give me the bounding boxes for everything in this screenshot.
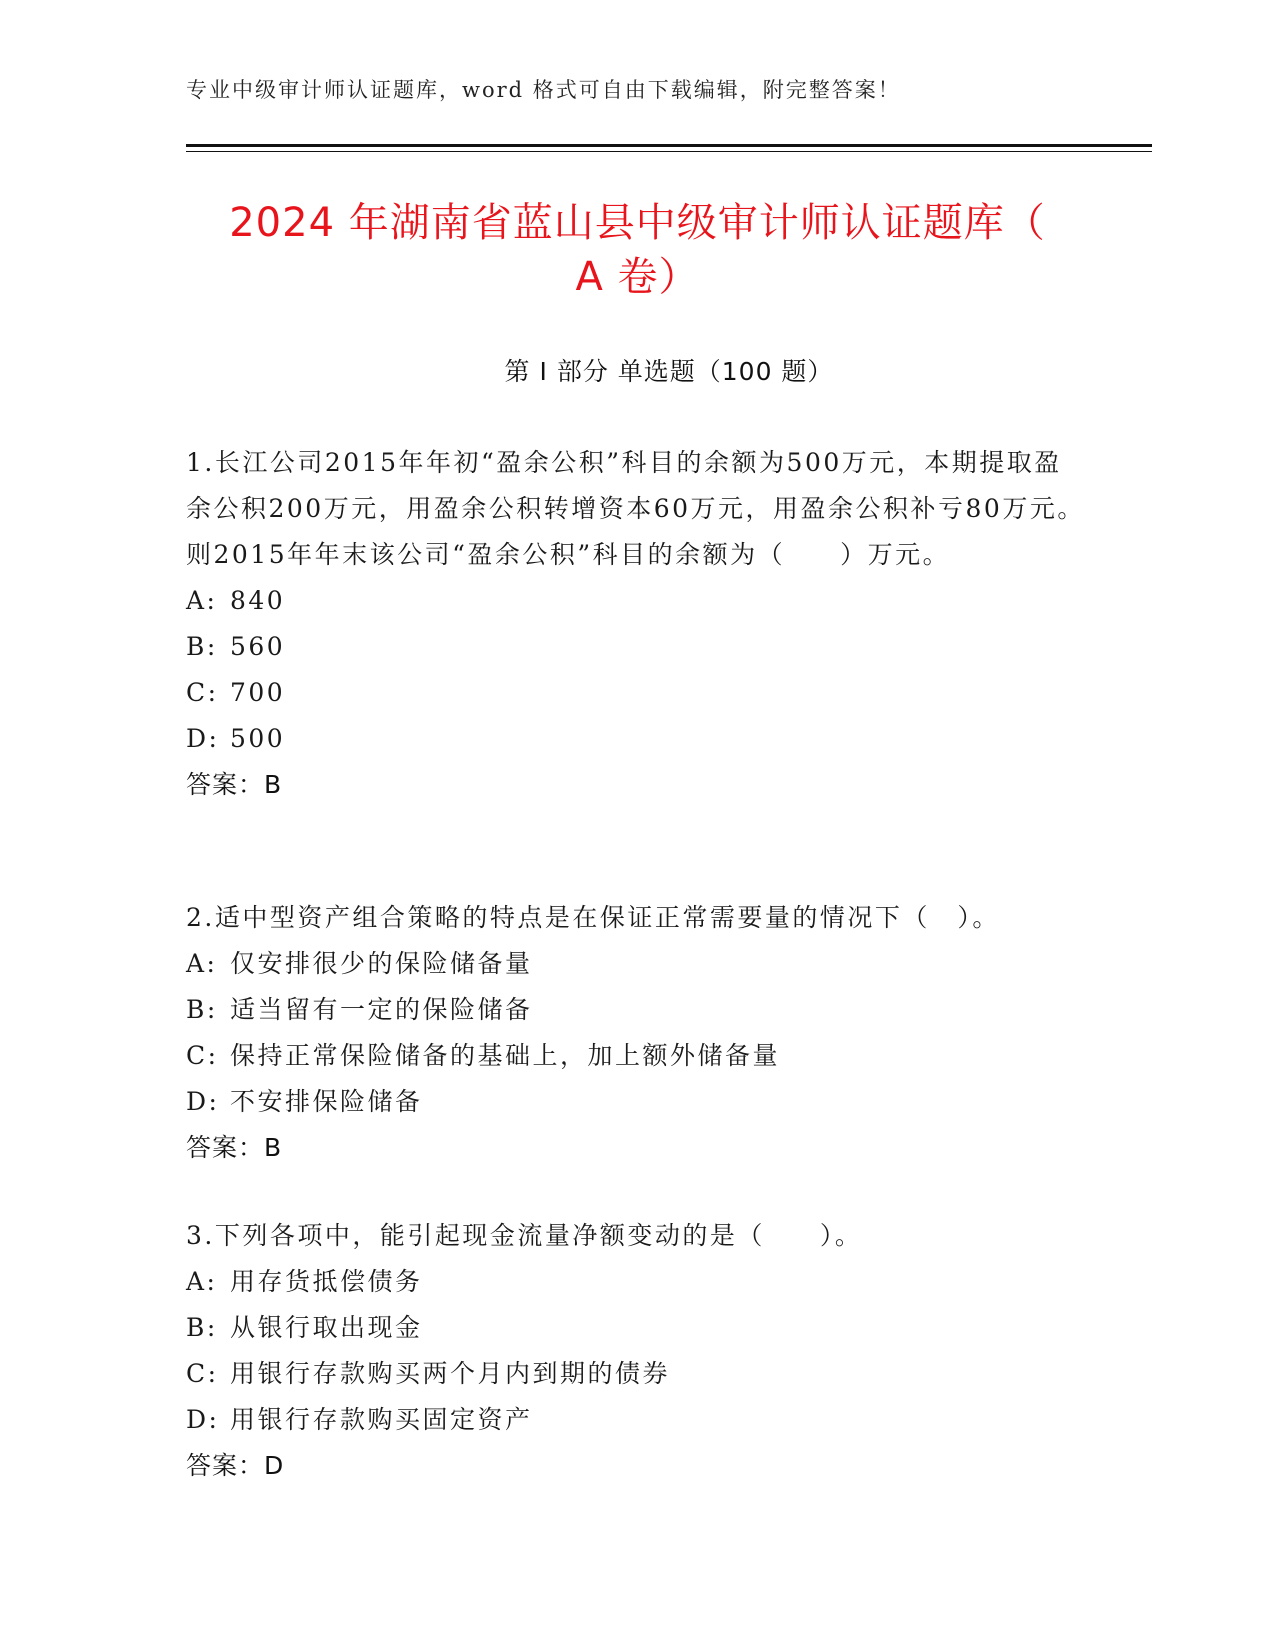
option-text: 保持正常保险储备的基础上，加上额外储备量	[230, 1041, 781, 1070]
question-stem: 2.适中型资产组合策略的特点是在保证正常需要量的情况下（ ）。	[186, 903, 1000, 932]
option-a	[186, 941, 1086, 987]
option-letter: A:	[186, 949, 218, 978]
header-rule-thin	[186, 151, 1152, 152]
option-text: 560	[230, 632, 286, 661]
option-letter: A:	[186, 1267, 218, 1296]
question-2	[186, 895, 1086, 1171]
option-text: 用存货抵偿债务	[230, 1267, 423, 1296]
option-d	[186, 1079, 1086, 1125]
option-letter: B:	[186, 632, 218, 661]
option-text: 用银行存款购买两个月内到期的债券	[230, 1359, 671, 1388]
header-note: 专业中级审计师认证题库，word 格式可自由下载编辑，附完整答案！	[186, 78, 901, 102]
answer: 答案：D	[186, 1451, 285, 1480]
option-text: 从银行取出现金	[230, 1313, 423, 1342]
document-title-line-1: 2024 年湖南省蓝山县中级审计师认证题库（	[229, 200, 1046, 246]
option-text: 仅安排很少的保险储备量	[230, 949, 533, 978]
option-letter: A:	[186, 586, 218, 615]
option-text: 700	[230, 678, 286, 707]
option-letter: C:	[186, 1359, 219, 1388]
option-letter: B:	[186, 995, 218, 1024]
option-text: 840	[230, 586, 286, 615]
option-letter: D:	[186, 1087, 220, 1116]
option-a	[186, 1259, 1086, 1305]
question-stem: 1.长江公司2015年年初“盈余公积”科目的余额为500万元，本期提取盈余公积200万元，用盈余公积转增资本60万元，用盈余公积补亏80万元。则2015年年末该公司“盈余公积”科目的余额为（ ）万元。	[186, 448, 1085, 569]
document-title-line-2: A 卷）	[575, 254, 700, 300]
option-text: 适当留有一定的保险储备	[230, 995, 533, 1024]
option-text: 用银行存款购买固定资产	[230, 1405, 533, 1434]
option-letter: B:	[186, 1313, 218, 1342]
option-c	[186, 1033, 1086, 1079]
option-b	[186, 987, 1086, 1033]
option-b	[186, 1305, 1086, 1351]
option-c	[186, 670, 1086, 716]
option-letter: D:	[186, 724, 220, 753]
option-letter: C:	[186, 678, 219, 707]
option-d	[186, 1397, 1086, 1443]
answer: 答案：B	[186, 770, 283, 799]
section-title: 第 I 部分 单选题（100 题）	[504, 357, 834, 386]
header-rule-thick	[186, 144, 1152, 147]
option-letter: D:	[186, 1405, 220, 1434]
document-title	[150, 196, 1125, 304]
option-text: 500	[230, 724, 286, 753]
option-c	[186, 1351, 1086, 1397]
question-1	[186, 440, 1086, 808]
question-3	[186, 1213, 1086, 1489]
option-a	[186, 578, 1086, 624]
option-text: 不安排保险储备	[230, 1087, 423, 1116]
question-stem: 3.下列各项中，能引起现金流量净额变动的是（ ）。	[186, 1221, 863, 1250]
answer: 答案：B	[186, 1133, 283, 1162]
option-b	[186, 624, 1086, 670]
option-letter: C:	[186, 1041, 219, 1070]
option-d	[186, 716, 1086, 762]
